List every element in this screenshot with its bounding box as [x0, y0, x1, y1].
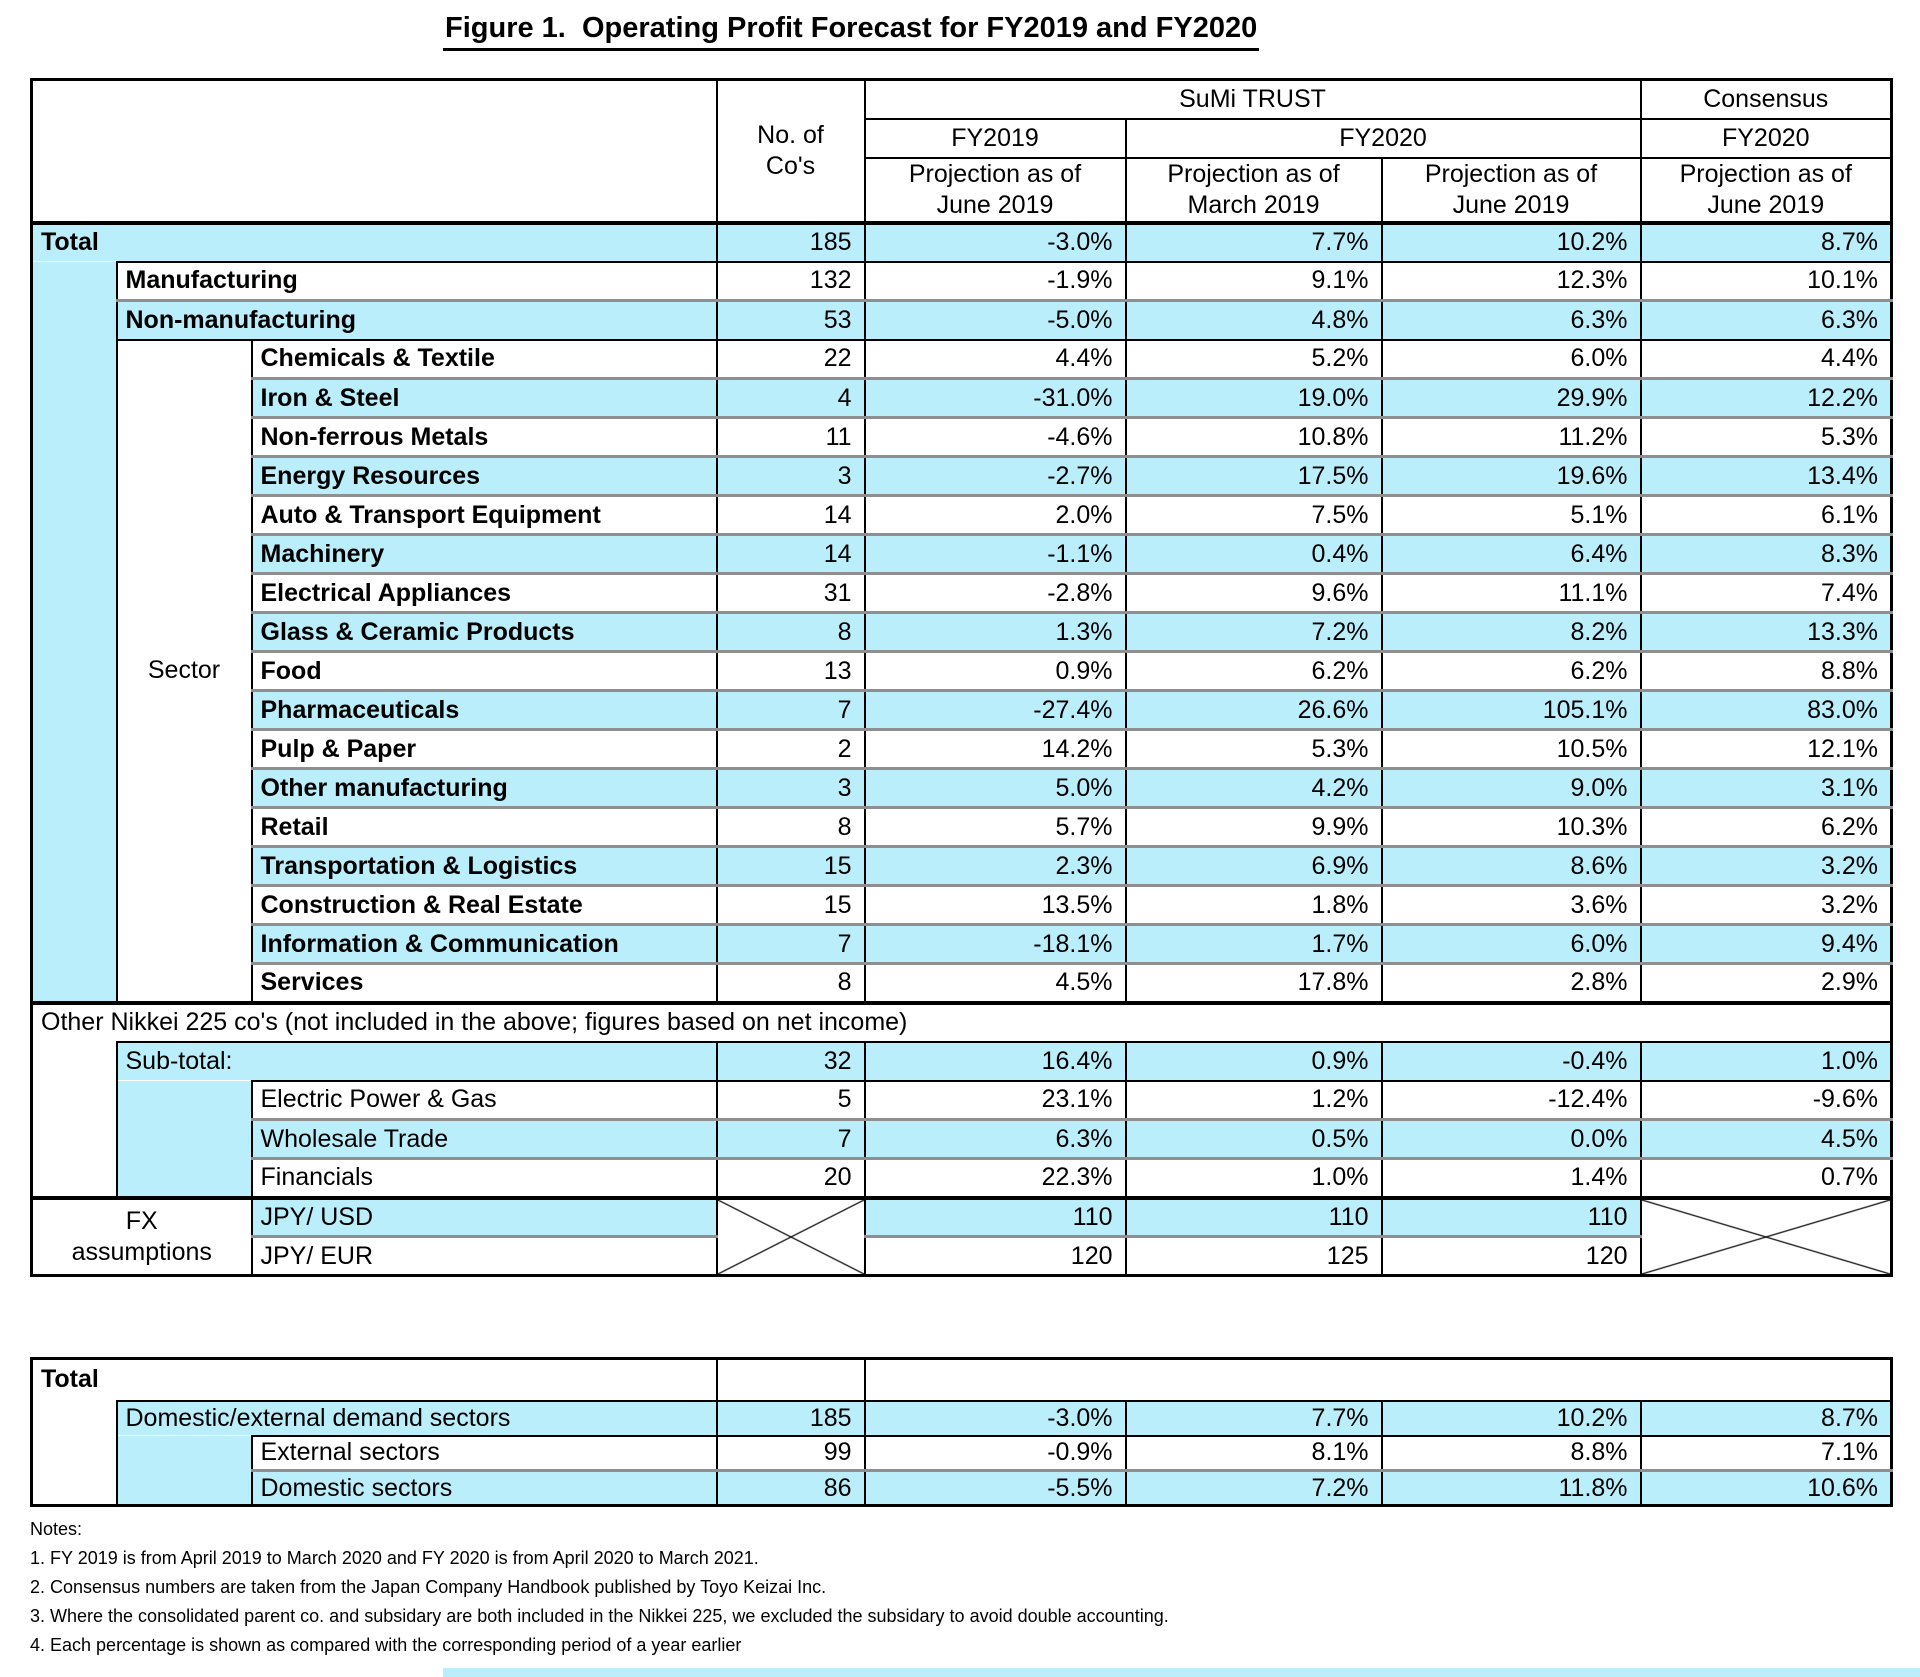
cell-projection-value: 9.4%: [1641, 925, 1892, 964]
cell-projection-value: 4.5%: [865, 964, 1126, 1003]
header-corner-cell: [32, 80, 717, 223]
header-consensus-fy2020: FY2020: [1641, 119, 1892, 158]
hierarchy-spacer: [32, 1042, 117, 1198]
cell-projection-value: 5.1%: [1382, 496, 1641, 535]
cell-projection-value: 16.4%: [865, 1042, 1126, 1081]
projection-label: Projection as of: [1679, 159, 1852, 188]
cell-fx-rate: 125: [1126, 1237, 1382, 1276]
projection-label: Projection as of: [1167, 159, 1340, 188]
cell-no-of-cos: 53: [717, 301, 865, 340]
cell-no-of-cos: 3: [717, 769, 865, 808]
cell-projection-value: 3.2%: [1641, 847, 1892, 886]
cell-projection-value: 8.3%: [1641, 535, 1892, 574]
cell-no-of-cos: 8: [717, 964, 865, 1003]
row-label: Machinery: [252, 535, 717, 574]
cell-no-of-cos: 20: [717, 1159, 865, 1198]
table-row-non-ferrous-metals: [32, 418, 1892, 457]
table-body: [32, 1359, 1892, 1506]
header-no-of-cos: [717, 80, 865, 223]
row-label: Retail: [252, 808, 717, 847]
header-fy2019: FY2019: [865, 119, 1126, 158]
cell-no-of-cos: 185: [717, 223, 865, 262]
table-body: [32, 223, 1892, 1276]
projection-date: June 2019: [1707, 190, 1825, 219]
cell-projection-value: 6.3%: [865, 1120, 1126, 1159]
row-label: Pulp & Paper: [252, 730, 717, 769]
cell-projection-value: 9.6%: [1126, 574, 1382, 613]
cell-projection-value: 7.7%: [1126, 1401, 1382, 1436]
cell-projection-value: -2.8%: [865, 574, 1126, 613]
table-row-transportation-logistics: [32, 847, 1892, 886]
cell-projection-value: 13.3%: [1641, 613, 1892, 652]
cell-no-of-cos: 11: [717, 418, 865, 457]
projection-label: Projection as of: [908, 159, 1082, 188]
no-of-cos-line2: Co's: [765, 151, 816, 180]
cell-projection-value: 6.3%: [1382, 301, 1641, 340]
cell-projection-value: 9.1%: [1126, 262, 1382, 301]
row-label: Iron & Steel: [252, 379, 717, 418]
cell-projection-value: 10.1%: [1641, 262, 1892, 301]
cell-projection-value: 10.2%: [1382, 223, 1641, 262]
row-label: Non-manufacturing: [117, 301, 717, 340]
cell-fx-rate: 110: [1126, 1198, 1382, 1237]
cell-projection-value: 9.9%: [1126, 808, 1382, 847]
table-row-wholesale-trade: [32, 1120, 1892, 1159]
cell-no-of-cos: 15: [717, 886, 865, 925]
cell-projection-value: 7.1%: [1641, 1436, 1892, 1471]
notes-heading: Notes:: [30, 1519, 83, 1539]
cell-projection-value: 7.4%: [1641, 574, 1892, 613]
cell-no-of-cos: 14: [717, 535, 865, 574]
cell-projection-value: 17.5%: [1126, 457, 1382, 496]
header-projection-col-2: [1126, 158, 1382, 223]
row-label: Glass & Ceramic Products: [252, 613, 717, 652]
cell-projection-value: 1.2%: [1126, 1081, 1382, 1120]
cell-projection-value: 7.2%: [1126, 613, 1382, 652]
cell-projection-value: 10.2%: [1382, 1401, 1641, 1436]
projection-date: June 2019: [1452, 190, 1570, 219]
cell-projection-value: 12.3%: [1382, 262, 1641, 301]
table-row-external-sectors: [32, 1436, 1892, 1471]
cell-projection-value: 6.4%: [1382, 535, 1641, 574]
cell-projection-value: 1.0%: [1126, 1159, 1382, 1198]
row-label: Food: [252, 652, 717, 691]
cell-fx-rate: 120: [865, 1237, 1126, 1276]
cell-projection-value: 5.3%: [1126, 730, 1382, 769]
cell-projection-value: 23.1%: [865, 1081, 1126, 1120]
cell-projection-value: 7.5%: [1126, 496, 1382, 535]
cell-projection-value: 0.0%: [1382, 1120, 1641, 1159]
cell-empty: [717, 1359, 865, 1401]
table-row-non-manufacturing: [32, 301, 1892, 340]
cell-projection-value: 5.3%: [1641, 418, 1892, 457]
cell-projection-value: 6.1%: [1641, 496, 1892, 535]
table-header: [32, 80, 1892, 223]
table-row-information-communication: [32, 925, 1892, 964]
row-label: External sectors: [252, 1436, 717, 1471]
cell-no-of-cos: 185: [717, 1401, 865, 1436]
hierarchy-spacer: [32, 262, 117, 1003]
row-label: JPY/ EUR: [252, 1237, 717, 1276]
cell-projection-value: 0.7%: [1641, 1159, 1892, 1198]
row-label: Financials: [252, 1159, 717, 1198]
table-row-food: [32, 652, 1892, 691]
cell-projection-value: 8.8%: [1641, 652, 1892, 691]
cell-projection-value: -2.7%: [865, 457, 1126, 496]
cell-projection-value: 1.0%: [1641, 1042, 1892, 1081]
table-row-domestic-sectors: [32, 1471, 1892, 1506]
fx-assumptions-label: [32, 1198, 252, 1276]
table-row-other-manufacturing: [32, 769, 1892, 808]
cell-projection-value: 7.7%: [1126, 223, 1382, 262]
cell-projection-value: 17.8%: [1126, 964, 1382, 1003]
cell-projection-value: -31.0%: [865, 379, 1126, 418]
row-label: Domestic sectors: [252, 1471, 717, 1506]
row-label: JPY/ USD: [252, 1198, 717, 1237]
table-row-financials: [32, 1159, 1892, 1198]
other-nikkei-row-label: Other Nikkei 225 co's (not included in the above; figures based on net income): [32, 1003, 1892, 1042]
row-label: Domestic/external demand sectors: [117, 1401, 717, 1436]
cell-no-of-cos: 2: [717, 730, 865, 769]
header-consensus: Consensus: [1641, 80, 1892, 119]
cell-projection-value: 14.2%: [865, 730, 1126, 769]
cell-projection-value: 11.8%: [1382, 1471, 1641, 1506]
cell-projection-value: 3.1%: [1641, 769, 1892, 808]
hierarchy-spacer: [117, 1081, 252, 1198]
cell-projection-value: -0.9%: [865, 1436, 1126, 1471]
projection-date: March 2019: [1187, 190, 1320, 219]
cell-projection-value: 0.5%: [1126, 1120, 1382, 1159]
cell-projection-value: -3.0%: [865, 1401, 1126, 1436]
cell-projection-value: 105.1%: [1382, 691, 1641, 730]
cell-projection-value: 5.7%: [865, 808, 1126, 847]
crossed-out-cell: [717, 1198, 865, 1276]
cell-projection-value: -27.4%: [865, 691, 1126, 730]
cell-projection-value: 0.4%: [1126, 535, 1382, 574]
table-row-auto-transport-equipment: [32, 496, 1892, 535]
cell-projection-value: 8.7%: [1641, 1401, 1892, 1436]
cell-projection-value: 4.4%: [865, 340, 1126, 379]
cell-no-of-cos: 86: [717, 1471, 865, 1506]
cell-projection-value: -1.9%: [865, 262, 1126, 301]
row-label: Electrical Appliances: [252, 574, 717, 613]
cell-projection-value: -0.4%: [1382, 1042, 1641, 1081]
row-label: Manufacturing: [117, 262, 717, 301]
table-row-jpy-eur: [32, 1237, 1892, 1276]
table-row-chemicals-textile: [32, 340, 1892, 379]
projection-date: June 2019: [936, 190, 1054, 219]
cell-projection-value: 26.6%: [1126, 691, 1382, 730]
cell-projection-value: 0.9%: [865, 652, 1126, 691]
row-label: Construction & Real Estate: [252, 886, 717, 925]
cell-no-of-cos: 7: [717, 925, 865, 964]
cell-no-of-cos: 7: [717, 691, 865, 730]
no-of-cos-line1: No. of: [757, 120, 824, 149]
cell-projection-value: 12.1%: [1641, 730, 1892, 769]
cell-projection-value: 6.2%: [1382, 652, 1641, 691]
cell-projection-value: 2.3%: [865, 847, 1126, 886]
row-label: Electric Power & Gas: [252, 1081, 717, 1120]
cell-no-of-cos: 132: [717, 262, 865, 301]
header-projection-col-3: [1382, 158, 1641, 223]
cell-projection-value: 5.0%: [865, 769, 1126, 808]
row-label: Energy Resources: [252, 457, 717, 496]
note-1: 1. FY 2019 is from April 2019 to March 2020 and FY 2020 is from April 2020 to March 2021.: [30, 1548, 759, 1568]
cell-projection-value: -5.5%: [865, 1471, 1126, 1506]
cell-no-of-cos: 13: [717, 652, 865, 691]
row-label: Auto & Transport Equipment: [252, 496, 717, 535]
cell-projection-value: 4.5%: [1641, 1120, 1892, 1159]
cell-projection-value: -1.1%: [865, 535, 1126, 574]
table-row-iron-steel: [32, 379, 1892, 418]
cell-fx-rate: 110: [865, 1198, 1126, 1237]
cell-projection-value: 2.9%: [1641, 964, 1892, 1003]
header-projection-col-1: [865, 158, 1126, 223]
cell-projection-value: -5.0%: [865, 301, 1126, 340]
hierarchy-spacer: [32, 1401, 117, 1506]
cell-projection-value: 3.6%: [1382, 886, 1641, 925]
row-label: Transportation & Logistics: [252, 847, 717, 886]
cell-projection-value: 2.8%: [1382, 964, 1641, 1003]
crossed-out-cell: [1641, 1198, 1892, 1276]
table-row-jpy-usd: [32, 1198, 1892, 1237]
cell-no-of-cos: 3: [717, 457, 865, 496]
cell-projection-value: 4.2%: [1126, 769, 1382, 808]
cell-no-of-cos: 8: [717, 613, 865, 652]
table-row-energy-resources: [32, 457, 1892, 496]
cell-projection-value: 19.0%: [1126, 379, 1382, 418]
cell-no-of-cos: 99: [717, 1436, 865, 1471]
cell-projection-value: 11.1%: [1382, 574, 1641, 613]
cell-projection-value: 6.0%: [1382, 925, 1641, 964]
table-row-electrical-appliances: [32, 574, 1892, 613]
cell-projection-value: 4.4%: [1641, 340, 1892, 379]
note-3: 3. Where the consolidated parent co. and subsidary are both included in the Nikkei 225, we excluded the subsidary to avoid double accounting.: [30, 1606, 1169, 1626]
table-row-retail: [32, 808, 1892, 847]
cell-projection-value: 1.4%: [1382, 1159, 1641, 1198]
cell-projection-value: -3.0%: [865, 223, 1126, 262]
fx-label-line1: FX: [125, 1206, 158, 1235]
cell-projection-value: -12.4%: [1382, 1081, 1641, 1120]
note-4: 4. Each percentage is shown as compared with the corresponding period of a year earlier: [30, 1635, 742, 1655]
notes-section: [30, 1520, 1169, 1655]
next-figure-highlight-strip: [443, 1668, 1920, 1677]
cell-projection-value: 5.2%: [1126, 340, 1382, 379]
cell-projection-value: 10.3%: [1382, 808, 1641, 847]
table-row-manufacturing: [32, 262, 1892, 301]
table-row-glass-ceramic-products: [32, 613, 1892, 652]
cell-projection-value: 83.0%: [1641, 691, 1892, 730]
operating-profit-table: [30, 78, 1893, 1277]
table-row-sub-total: [32, 1042, 1892, 1081]
cell-no-of-cos: 5: [717, 1081, 865, 1120]
cell-projection-value: 11.2%: [1382, 418, 1641, 457]
cell-no-of-cos: 4: [717, 379, 865, 418]
cell-projection-value: 6.9%: [1126, 847, 1382, 886]
cell-projection-value: -9.6%: [1641, 1081, 1892, 1120]
row-label: Services: [252, 964, 717, 1003]
cell-projection-value: 9.0%: [1382, 769, 1641, 808]
cell-projection-value: 10.6%: [1641, 1471, 1892, 1506]
header-sumi-trust: SuMi TRUST: [865, 80, 1641, 119]
row-label: Total: [32, 1359, 717, 1401]
row-label: Wholesale Trade: [252, 1120, 717, 1159]
row-label: Pharmaceuticals: [252, 691, 717, 730]
header-row-groups: [32, 80, 1892, 119]
cell-fx-rate: 120: [1382, 1237, 1641, 1276]
cell-no-of-cos: 31: [717, 574, 865, 613]
table-row-domestic-external-demand-sectors: [32, 1401, 1892, 1436]
table-row-machinery: [32, 535, 1892, 574]
cell-projection-value: 1.3%: [865, 613, 1126, 652]
cell-projection-value: 12.2%: [1641, 379, 1892, 418]
table-row-electric-power-gas: [32, 1081, 1892, 1120]
cell-projection-value: 29.9%: [1382, 379, 1641, 418]
cell-projection-value: 4.8%: [1126, 301, 1382, 340]
cell-projection-value: 10.8%: [1126, 418, 1382, 457]
cell-fx-rate: 110: [1382, 1198, 1641, 1237]
cell-projection-value: -18.1%: [865, 925, 1126, 964]
cell-projection-value: 6.0%: [1382, 340, 1641, 379]
row-label: Total: [32, 223, 717, 262]
row-label: Sub-total:: [117, 1042, 717, 1081]
cell-no-of-cos: 7: [717, 1120, 865, 1159]
cell-no-of-cos: 14: [717, 496, 865, 535]
cell-projection-value: 8.7%: [1641, 223, 1892, 262]
cell-empty: [865, 1359, 1892, 1401]
row-label: Chemicals & Textile: [252, 340, 717, 379]
row-label: Information & Communication: [252, 925, 717, 964]
cell-projection-value: 7.2%: [1126, 1471, 1382, 1506]
note-2: 2. Consensus numbers are taken from the Japan Company Handbook published by Toyo Keizai Inc.: [30, 1577, 827, 1597]
table-row-pulp-paper: [32, 730, 1892, 769]
cell-projection-value: 6.2%: [1126, 652, 1382, 691]
table-row-total: [32, 1359, 1892, 1401]
cell-projection-value: 6.3%: [1641, 301, 1892, 340]
row-label: Non-ferrous Metals: [252, 418, 717, 457]
page-title: Figure 1. Operating Profit Forecast for FY2019 and FY2020: [443, 12, 1259, 51]
table-row-services: [32, 964, 1892, 1003]
cell-no-of-cos: 32: [717, 1042, 865, 1081]
table-row-construction-real-estate: [32, 886, 1892, 925]
cell-projection-value: 13.4%: [1641, 457, 1892, 496]
cell-projection-value: 1.8%: [1126, 886, 1382, 925]
cell-projection-value: 6.2%: [1641, 808, 1892, 847]
cell-no-of-cos: 22: [717, 340, 865, 379]
cell-projection-value: 2.0%: [865, 496, 1126, 535]
cell-projection-value: 1.7%: [1126, 925, 1382, 964]
cell-no-of-cos: 15: [717, 847, 865, 886]
cell-projection-value: 0.9%: [1126, 1042, 1382, 1081]
projection-label: Projection as of: [1424, 159, 1598, 188]
cell-projection-value: 10.5%: [1382, 730, 1641, 769]
totals-summary-table: [30, 1357, 1893, 1507]
header-fy2020: FY2020: [1126, 119, 1641, 158]
table-row-pharmaceuticals: [32, 691, 1892, 730]
cell-no-of-cos: 8: [717, 808, 865, 847]
cell-projection-value: 19.6%: [1382, 457, 1641, 496]
cell-projection-value: 8.1%: [1126, 1436, 1382, 1471]
cell-projection-value: 8.2%: [1382, 613, 1641, 652]
cell-projection-value: -4.6%: [865, 418, 1126, 457]
cell-projection-value: 22.3%: [865, 1159, 1126, 1198]
sector-group-label: Sector: [117, 340, 252, 1003]
cell-projection-value: 3.2%: [1641, 886, 1892, 925]
cell-projection-value: 8.6%: [1382, 847, 1641, 886]
table-row-total: [32, 223, 1892, 262]
cell-projection-value: 13.5%: [865, 886, 1126, 925]
table-row-other-nikkei: [32, 1003, 1892, 1042]
cell-projection-value: 8.8%: [1382, 1436, 1641, 1471]
header-projection-col-4: [1641, 158, 1892, 223]
fx-label-line2: assumptions: [71, 1237, 212, 1266]
hierarchy-spacer: [117, 1436, 252, 1506]
row-label: Other manufacturing: [252, 769, 717, 808]
